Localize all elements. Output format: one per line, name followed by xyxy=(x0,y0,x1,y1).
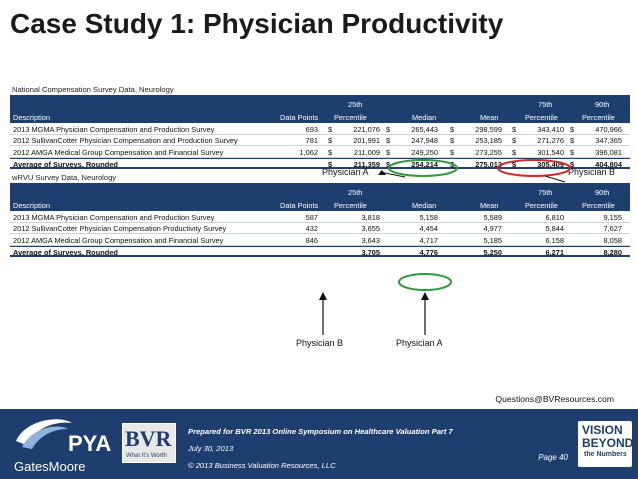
currency-symbol: $ xyxy=(570,136,575,145)
wrvu-table-caption: wRVU Survey Data, Neurology xyxy=(12,173,117,182)
currency-symbol: $ xyxy=(386,160,391,169)
cell-points: 846 xyxy=(305,235,318,245)
col-p75-top: 75th xyxy=(538,100,553,109)
currency-symbol: $ xyxy=(328,147,333,157)
cell-desc: 2013 MGMA Physician Compensation and Production Survey xyxy=(13,212,215,222)
cell-p90: 8,280 xyxy=(603,248,622,257)
cell-p90: 396,081 xyxy=(595,147,622,157)
col-mean: Mean xyxy=(480,113,499,122)
cell-desc: Average of Surveys, Rounded xyxy=(13,160,118,169)
contact-email: Questions@BVResources.com xyxy=(495,394,614,404)
col-p90-top: 90th xyxy=(595,100,610,109)
col-description: Description xyxy=(13,201,50,210)
col-p25-top: 25th xyxy=(348,188,363,197)
physician-a-label-top: Physician A xyxy=(322,167,369,177)
cell-mean: 5,250 xyxy=(483,248,502,257)
comp-table-body xyxy=(10,123,630,169)
cell-p75: 305,409 xyxy=(537,160,564,169)
cell-median: 4,454 xyxy=(419,224,438,233)
cell-p25: 3,655 xyxy=(361,224,380,233)
table-row xyxy=(10,234,630,246)
col-p75-top: 75th xyxy=(538,188,553,197)
col-p90-top: 90th xyxy=(595,188,610,197)
cell-p90: 347,365 xyxy=(595,136,622,145)
wrvu-table-header xyxy=(10,183,630,211)
cell-mean: 298,599 xyxy=(475,124,502,134)
currency-symbol: $ xyxy=(328,124,333,134)
currency-symbol: $ xyxy=(386,136,391,145)
cell-desc: 2012 SullivanCotter Physician Compensation and Production Survey xyxy=(13,136,238,145)
cell-p90: 7,627 xyxy=(603,224,622,233)
currency-symbol: $ xyxy=(386,124,391,134)
slide-title: Case Study 1: Physician Productivity xyxy=(10,8,504,39)
col-data-points: Data Points xyxy=(280,113,319,122)
cell-desc: 2012 AMGA Medical Group Compensation and Financial Survey xyxy=(13,235,224,245)
cell-p75: 343,410 xyxy=(537,124,564,134)
cell-p25: 3,643 xyxy=(361,235,380,245)
table-row xyxy=(10,223,630,235)
physician-b-label-top: Physician B xyxy=(568,167,616,177)
cell-p25: 3,818 xyxy=(361,212,380,222)
comp-table xyxy=(10,95,630,169)
arrowhead-b-bottom xyxy=(319,292,327,300)
cell-p75: 271,276 xyxy=(537,136,564,145)
col-p90-bottom: Percentile xyxy=(582,113,615,122)
currency-symbol: $ xyxy=(450,147,455,157)
col-p25-top: 25th xyxy=(348,100,363,109)
cell-mean: 5,185 xyxy=(483,235,502,245)
cell-p75: 5,844 xyxy=(545,224,564,233)
cell-points: 587 xyxy=(305,212,318,222)
vision-logo-line3: the Numbers xyxy=(584,451,627,458)
bvr-logo xyxy=(122,423,176,463)
cell-desc: Average of Surveys, Rounded xyxy=(13,248,118,257)
cell-points: 693 xyxy=(305,124,318,134)
cell-p75: 6,810 xyxy=(545,212,564,222)
cell-p90: 404,804 xyxy=(595,160,622,169)
col-data-points: Data Points xyxy=(280,201,319,210)
currency-symbol: $ xyxy=(570,160,575,169)
currency-symbol: $ xyxy=(570,147,575,157)
wrvu-table xyxy=(10,183,630,257)
physician-a-label-bottom: Physician A xyxy=(396,338,443,348)
cell-median: 4,776 xyxy=(419,248,438,257)
pya-logo-sub: GatesMoore xyxy=(14,459,86,474)
table-total-row xyxy=(10,246,630,258)
cell-mean: 5,589 xyxy=(483,212,502,222)
arrow-physician-b-top xyxy=(545,176,565,182)
page-number: Page 40 xyxy=(538,453,568,462)
cell-p25: 221,076 xyxy=(353,124,380,134)
cell-p75: 301,540 xyxy=(537,147,564,157)
pya-logo-icon xyxy=(10,413,120,475)
bvr-logo-text: BVR xyxy=(125,426,172,451)
cell-median: 247,948 xyxy=(411,136,438,145)
vision-logo-line1: VISION xyxy=(582,423,623,437)
physician-b-label-bottom: Physician B xyxy=(296,338,344,348)
col-median: Median xyxy=(412,201,437,210)
cell-mean: 275,013 xyxy=(475,160,502,169)
arrow-physician-a-top xyxy=(380,172,405,177)
wrvu-table-body xyxy=(10,211,630,257)
arrowhead-a-bottom xyxy=(421,292,429,300)
currency-symbol: $ xyxy=(512,136,517,145)
median-circle-wrvu xyxy=(399,274,451,290)
currency-symbol: $ xyxy=(328,136,333,145)
cell-p90: 8,058 xyxy=(603,235,622,245)
col-median: Median xyxy=(412,113,437,122)
table-row xyxy=(10,123,630,135)
cell-mean: 273,255 xyxy=(475,147,502,157)
bvr-logo-sub: What It's Worth xyxy=(126,453,167,459)
pya-logo-text: PYA xyxy=(68,431,112,456)
table-row xyxy=(10,146,630,158)
cell-median: 4,717 xyxy=(419,235,438,245)
cell-desc: 2012 AMGA Medical Group Compensation and Financial Survey xyxy=(13,147,224,157)
col-p25-bottom: Percentile xyxy=(334,201,367,210)
col-p75-bottom: Percentile xyxy=(525,113,558,122)
cell-p25: 211,009 xyxy=(353,147,380,157)
currency-symbol: $ xyxy=(450,124,455,134)
cell-mean: 253,185 xyxy=(475,136,502,145)
col-p25-bottom: Percentile xyxy=(334,113,367,122)
table-row xyxy=(10,211,630,223)
table-row xyxy=(10,135,630,147)
currency-symbol: $ xyxy=(386,147,391,157)
comp-table-header xyxy=(10,95,630,123)
cell-p25: 201,991 xyxy=(353,136,380,145)
cell-desc: 2013 MGMA Physician Compensation and Production Survey xyxy=(13,124,215,134)
arrowhead-a-top xyxy=(378,170,386,175)
cell-desc: 2012 SullivanCotter Physician Compensation Productivity Survey xyxy=(13,224,227,233)
cell-p75: 6,271 xyxy=(545,248,564,257)
currency-symbol: $ xyxy=(512,147,517,157)
vision-beyond-logo xyxy=(578,421,632,467)
col-description: Description xyxy=(13,113,50,122)
currency-symbol: $ xyxy=(450,136,455,145)
cell-p75: 6,158 xyxy=(545,235,564,245)
currency-symbol: $ xyxy=(450,160,455,169)
cell-p90: 470,966 xyxy=(595,124,622,134)
col-mean: Mean xyxy=(480,201,499,210)
cell-p25: 211,359 xyxy=(353,160,380,169)
cell-median: 249,250 xyxy=(411,147,438,157)
currency-symbol: $ xyxy=(570,124,575,134)
cell-median: 254,214 xyxy=(411,160,438,169)
cell-points: 781 xyxy=(305,136,318,145)
footer-bar xyxy=(0,409,638,479)
footer-copyright: © 2013 Business Valuation Resources, LLC xyxy=(188,461,336,470)
currency-symbol: $ xyxy=(512,160,517,169)
cell-points: 1,062 xyxy=(299,147,318,157)
cell-points: 432 xyxy=(305,224,318,233)
cell-p90: 9,155 xyxy=(603,212,622,222)
currency-symbol: $ xyxy=(328,160,333,169)
cell-mean: 4,977 xyxy=(483,224,502,233)
footer-date: July 30, 2013 xyxy=(188,444,234,453)
cell-median: 265,443 xyxy=(411,124,438,134)
vision-logo-line2: BEYOND xyxy=(582,436,634,450)
cell-median: 5,158 xyxy=(419,212,438,222)
table-total-row xyxy=(10,158,630,170)
currency-symbol: $ xyxy=(512,124,517,134)
col-p75-bottom: Percentile xyxy=(525,201,558,210)
cell-p25: 3,705 xyxy=(361,248,380,257)
col-p90-bottom: Percentile xyxy=(582,201,615,210)
footer-prepared-for: Prepared for BVR 2013 Online Symposium on Healthcare Valuation Part 7 xyxy=(188,427,453,436)
comp-table-caption: National Compensation Survey Data, Neurology xyxy=(12,85,174,94)
